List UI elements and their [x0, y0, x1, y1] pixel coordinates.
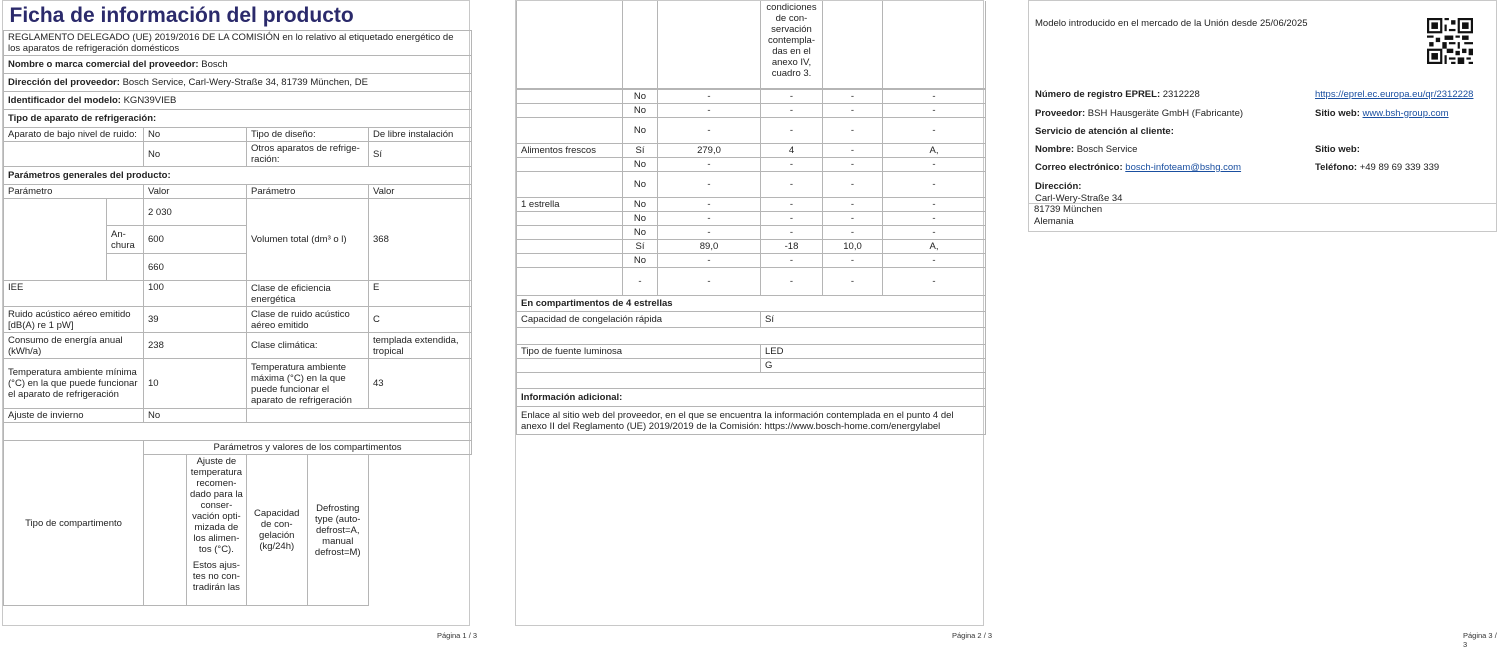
eprel-link[interactable]: https://eprel.ec.europa.eu/qr/2312228: [1315, 89, 1474, 100]
dim-width-label: Anchura: [107, 226, 144, 254]
compartment-name: [517, 225, 623, 239]
compartment-defrost: -: [883, 103, 986, 117]
compartment-defrost: -: [883, 197, 986, 211]
compartment-name: 1 estrella: [517, 197, 623, 211]
email-row: [1035, 162, 1241, 174]
iee-value: 100: [144, 281, 247, 307]
compartment-freeze: -: [823, 267, 883, 295]
page-number-1: Página 1 / 3: [437, 631, 478, 640]
compartment-defrost: -: [883, 253, 986, 267]
table-row: [517, 267, 986, 295]
col-value2: Valor: [369, 185, 472, 199]
compartment-present: No: [623, 197, 658, 211]
supplier-row: [4, 56, 472, 74]
table-row: [517, 239, 986, 253]
page-2: [515, 0, 984, 626]
energy-value: 238: [144, 333, 247, 359]
compartment-rows: [516, 89, 986, 296]
compartment-defrost: -: [883, 89, 986, 103]
noise-value: 39: [144, 307, 247, 333]
tmax-value: 43: [369, 359, 472, 409]
compartment-name: [517, 267, 623, 295]
winter-value: No: [144, 409, 247, 423]
compartment-freeze: 10,0: [823, 239, 883, 253]
info-heading: Información adicional:: [517, 389, 986, 407]
compartment-name: [517, 211, 623, 225]
intro-text: Modelo introducido en el mercado de la Unión desde 25/06/2025: [1035, 18, 1308, 29]
energy-label: Consumo de energía anual (kWh/a): [4, 333, 144, 359]
dir-line2: 81739 München: [1034, 204, 1103, 215]
provider-value: BSH Hausgeräte GmbH (Fabricante): [1087, 108, 1244, 119]
address-label: Dirección del proveedor:: [8, 77, 120, 88]
eprel-label: Número de registro EPREL:: [1035, 89, 1161, 100]
climate-label: Clase climática:: [247, 333, 369, 359]
table-row: [517, 157, 986, 171]
table-row: [517, 103, 986, 117]
page-1: [2, 0, 470, 626]
phone-value: +49 89 69 339 339: [1359, 162, 1440, 173]
empty-cell: [517, 1, 623, 88]
compartment-name: [517, 157, 623, 171]
comp-col1-a: Ajuste de temperatura recomendado para la conservación optimizada de los alimentos (°C).: [189, 456, 243, 555]
table-row: [517, 89, 986, 103]
compartment-temp: -: [761, 253, 823, 267]
light-class: G: [761, 359, 986, 373]
empty-cell: [823, 1, 883, 88]
regulation-text: REGLAMENTO DELEGADO (UE) 2019/2016 DE LA COMISIÓN en lo relativo al etiquetado energético de los aparatos de refrigeración domésticos: [4, 31, 472, 56]
comp-col2-cell: [247, 455, 369, 606]
compartment-volume: -: [658, 267, 761, 295]
type-heading: Tipo de aparato de refrigeración:: [4, 110, 472, 128]
service-heading: Servicio de atención al cliente:: [1035, 126, 1174, 137]
eff-label: Clase de eficiencia energética: [247, 281, 369, 307]
compartment-volume: -: [658, 171, 761, 197]
compartment-freeze: -: [823, 253, 883, 267]
compartment-present: No: [623, 117, 658, 143]
dir-line3: Alemania: [1034, 216, 1074, 227]
volume-label: Volumen total (dm³ o l): [247, 199, 369, 281]
compartment-present: No: [623, 89, 658, 103]
iee-label: IEE: [4, 281, 144, 307]
web2-label: Sitio web:: [1315, 144, 1360, 155]
dim-depth: 660: [144, 254, 247, 281]
dimension-label-cell: [4, 199, 107, 281]
compartment-volume: 89,0: [658, 239, 761, 253]
volume-value: 368: [369, 199, 472, 281]
col-param: Parámetro: [4, 185, 144, 199]
compartment-present: No: [623, 253, 658, 267]
table-row: [517, 253, 986, 267]
compartment-volume: -: [658, 197, 761, 211]
tmin-value: 10: [144, 359, 247, 409]
compartment-present: -: [623, 267, 658, 295]
model-row: [4, 92, 472, 110]
compartment-temp: -18: [761, 239, 823, 253]
compartment-temp: -: [761, 225, 823, 239]
compartment-volume: -: [658, 89, 761, 103]
phone-label: Teléfono:: [1315, 162, 1358, 173]
compartment-temp: -: [761, 157, 823, 171]
table-row: [517, 117, 986, 143]
compartment-freeze: -: [823, 157, 883, 171]
compartment-name: [517, 117, 623, 143]
eff-value: E: [369, 281, 472, 307]
tmin-label: Temperatura ambiente mínima (°C) en la que puede funcionar el aparato de refrigeración: [4, 359, 144, 409]
compartment-temp: 4: [761, 143, 823, 157]
address-value: Bosch Service, Carl-Wery-Straße 34, 81739 München, DE: [122, 77, 368, 88]
info-text: Enlace al sitio web del proveedor, en el que se encuentra la información contemplada en el punto 4 del anexo II del Reglamento (UE) 2019/2019 de la Comisión: https://www.bosch-home.com/energylabel: [517, 407, 986, 435]
compartment-defrost: -: [883, 157, 986, 171]
comp-heading: Parámetros y valores de los compartimentos: [144, 441, 472, 455]
fast-freeze-value: Sí: [761, 312, 986, 328]
spacer-row: [517, 328, 986, 345]
compartment-present: Sí: [623, 143, 658, 157]
empty-cell: [4, 142, 144, 167]
compartment-volume: -: [658, 103, 761, 117]
provider-label: Proveedor:: [1035, 108, 1086, 119]
empty-cell: [883, 1, 986, 88]
name-row: [1035, 144, 1137, 156]
compartment-defrost: -: [883, 171, 986, 197]
four-star-table: [516, 296, 986, 436]
compartment-defrost: -: [883, 211, 986, 225]
light-value: LED: [761, 345, 986, 359]
row2-value: No: [144, 142, 247, 167]
compartment-name: [517, 253, 623, 267]
compartment-temp: -: [761, 103, 823, 117]
compartment-temp: -: [761, 267, 823, 295]
depth-label-cell: [107, 254, 144, 281]
compartment-temp: -: [761, 117, 823, 143]
page-number-3: Página 3 / 3: [1463, 631, 1497, 649]
model-value: KGN39VIEB: [123, 95, 177, 106]
dir-label: Dirección:: [1035, 181, 1082, 192]
compartment-name: Alimentos frescos: [517, 143, 623, 157]
compartment-present: Sí: [623, 239, 658, 253]
tmax-label: Temperatura ambiente máxima (°C) en la que puede funcionar el aparato de refrigeración: [247, 359, 369, 409]
compartment-freeze: -: [823, 225, 883, 239]
table-row: [517, 197, 986, 211]
page-title: Ficha de información del producto: [9, 4, 354, 27]
compartment-temp: -: [761, 211, 823, 225]
other-label: Otros aparatos de refrigeración:: [247, 142, 369, 167]
compartment-present: No: [623, 225, 658, 239]
compartments-table: [516, 1, 986, 89]
web-row: [1315, 108, 1449, 120]
dim-height: 2 030: [144, 199, 247, 226]
compartment-name: [517, 103, 623, 117]
continued-text: condiciones de conservación contempladas en el anexo IV, cuadro 3.: [761, 1, 823, 88]
height-label-cell: [107, 199, 144, 226]
col-param2: Parámetro: [247, 185, 369, 199]
compartment-freeze: -: [823, 171, 883, 197]
empty-cell: [517, 359, 761, 373]
compartment-present: No: [623, 157, 658, 171]
design-value: De libre instalación: [369, 128, 472, 142]
noise-class-value: C: [369, 307, 472, 333]
table-row: [517, 225, 986, 239]
spacer-row: [517, 373, 986, 389]
model-label: Identificador del modelo:: [8, 95, 121, 106]
qr-code-icon: [1427, 18, 1473, 64]
address-row: [4, 74, 472, 92]
email-link[interactable]: bosch-infoteam@bshg.com: [1125, 162, 1242, 173]
compartment-volume: -: [658, 225, 761, 239]
comp-col2: Capacidad de congelación (kg/24h): [247, 455, 308, 605]
compartment-volume: -: [658, 157, 761, 171]
comp-col1: [144, 455, 247, 606]
compartment-freeze: -: [823, 197, 883, 211]
name-label: Nombre:: [1035, 144, 1075, 155]
empty-cell: [623, 1, 658, 88]
low-noise-label: Aparato de bajo nivel de ruido:: [4, 128, 144, 142]
compartment-defrost: -: [883, 267, 986, 295]
compartment-defrost: A,: [883, 239, 986, 253]
compartment-volume: 279,0: [658, 143, 761, 157]
compartment-name: [517, 89, 623, 103]
table-row: [517, 171, 986, 197]
noise-label: Ruido acústico aéreo emitido [dB(A) re 1 pW]: [4, 307, 144, 333]
compartment-name: [517, 171, 623, 197]
compartment-defrost: -: [883, 117, 986, 143]
table-row: [517, 211, 986, 225]
light-label: Tipo de fuente luminosa: [517, 345, 761, 359]
winter-label: Ajuste de invierno: [4, 409, 144, 423]
empty-cell: [658, 1, 761, 88]
compartment-defrost: -: [883, 225, 986, 239]
compartment-freeze: -: [823, 211, 883, 225]
compartment-temp: -: [761, 171, 823, 197]
page-number-2: Página 2 / 3: [952, 631, 993, 640]
compartment-present: No: [623, 171, 658, 197]
compartment-defrost: A,: [883, 143, 986, 157]
name-value: Bosch Service: [1076, 144, 1138, 155]
other-value: Sí: [369, 142, 472, 167]
comp-type: Tipo de compartimento: [4, 441, 144, 606]
eprel-row: [1035, 89, 1200, 101]
comp-col1-b: Estos ajustes no contradirán las: [192, 560, 240, 593]
dir-line1: Carl-Wery-Straße 34: [1035, 193, 1123, 204]
climate-value: templada extendida, tropical: [369, 333, 472, 359]
compartment-volume: -: [658, 117, 761, 143]
web-label: Sitio web:: [1315, 108, 1360, 119]
compartment-freeze: -: [823, 103, 883, 117]
low-noise-value: No: [144, 128, 247, 142]
supplier-label: Nombre o marca comercial del proveedor:: [8, 59, 199, 70]
compartment-freeze: -: [823, 89, 883, 103]
noise-class-label: Clase de ruido acústico aéreo emitido: [247, 307, 369, 333]
compartment-volume: -: [658, 211, 761, 225]
four-star-heading: En compartimentos de 4 estrellas: [517, 296, 986, 312]
compartment-present: No: [623, 211, 658, 225]
phone-row: [1315, 162, 1439, 174]
page-3: [1028, 0, 1497, 204]
general-heading: Parámetros generales del producto:: [4, 167, 472, 185]
email-label: Correo electrónico:: [1035, 162, 1123, 173]
eprel-value: 2312228: [1162, 89, 1200, 100]
compartment-present: No: [623, 103, 658, 117]
compartment-temp: -: [761, 197, 823, 211]
compartment-freeze: -: [823, 117, 883, 143]
compartment-name: [517, 239, 623, 253]
table-row: [517, 143, 986, 157]
compartment-freeze: -: [823, 143, 883, 157]
provider-row: [1035, 108, 1243, 120]
supplier-value: Bosch: [201, 59, 228, 70]
compartment-temp: -: [761, 89, 823, 103]
col-value: Valor: [144, 185, 247, 199]
compartment-volume: -: [658, 253, 761, 267]
design-label: Tipo de diseño:: [247, 128, 369, 142]
product-info-table: [3, 1, 472, 606]
fast-freeze-label: Capacidad de congelación rápida: [517, 312, 761, 328]
dim-width: 600: [144, 226, 247, 254]
spacer-row: [4, 423, 472, 441]
web-link[interactable]: www.bsh-group.com: [1362, 108, 1449, 119]
comp-col3: Defrosting type (auto-defrost=A, manual defrost=M): [314, 502, 361, 558]
empty-cell: [247, 409, 472, 423]
